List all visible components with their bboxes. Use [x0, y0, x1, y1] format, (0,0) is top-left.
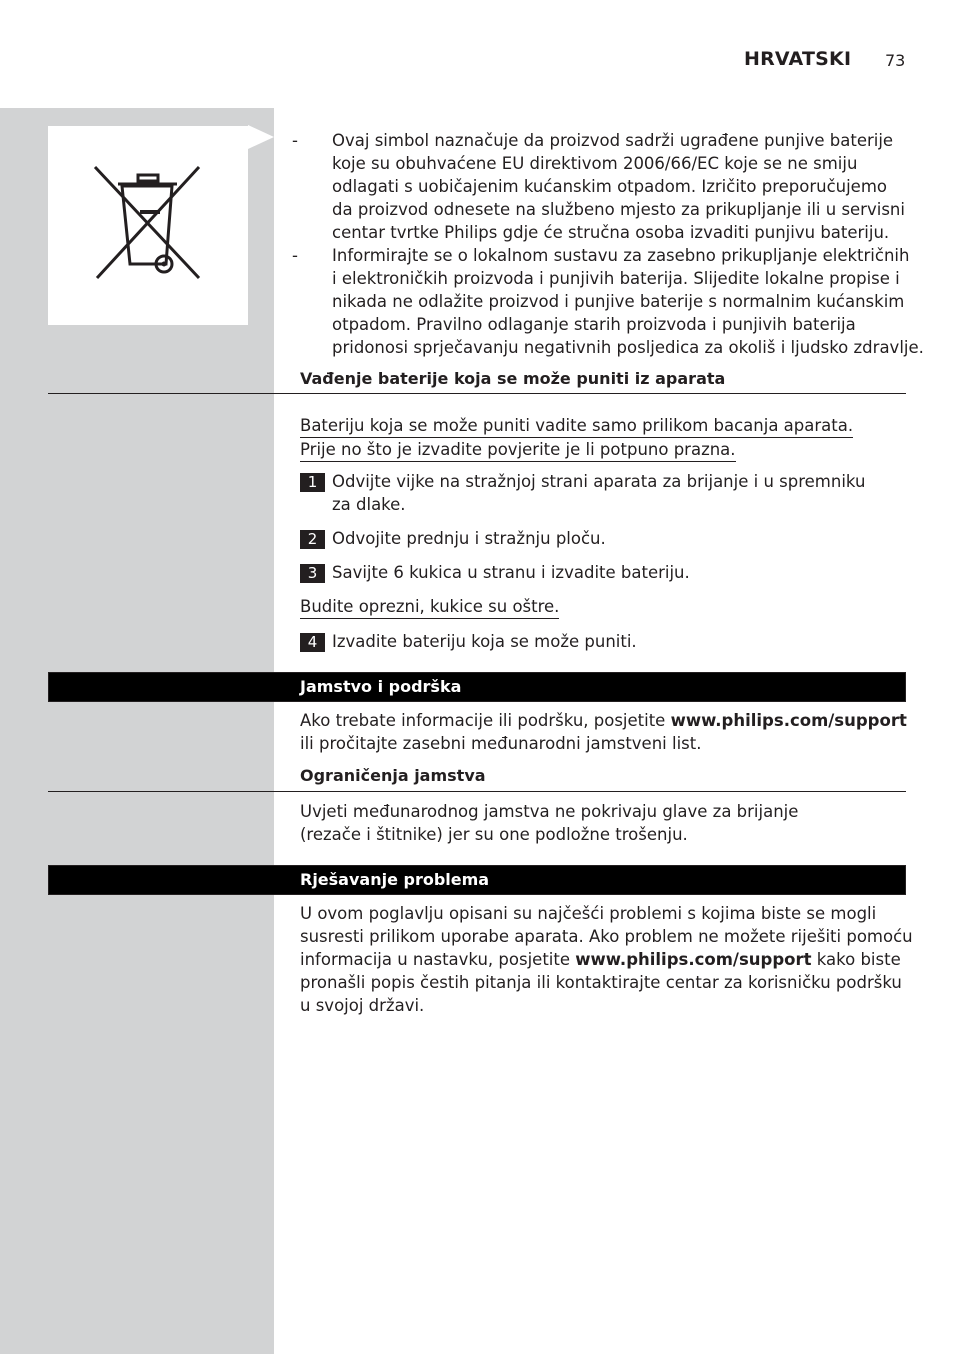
step-3-text: Savijte 6 kukica u stranu i izvadite bateriju.	[332, 563, 690, 582]
bullet-marker: -	[292, 246, 298, 265]
support-url-link[interactable]: www.philips.com/support	[670, 711, 907, 730]
warranty-section-bar	[48, 672, 906, 702]
step-number-badge: 4	[300, 633, 325, 652]
bullet-marker: -	[292, 131, 298, 150]
warranty-limits-heading: Ograničenja jamstva	[300, 766, 486, 785]
battery-warning	[300, 414, 853, 462]
step-4-text: Izvadite bateriju koja se može puniti.	[332, 632, 637, 651]
warranty-line-1	[300, 709, 907, 732]
step-number-badge: 1	[300, 473, 325, 492]
page-number: 73	[885, 51, 906, 70]
step-1-line-2: za dlake.	[332, 495, 406, 514]
section-rule	[48, 393, 906, 394]
step-number-badge: 2	[300, 530, 325, 549]
bullet-1-line-5: centar tvrtke Philips gdje će stručna osoba izvaditi punjivu bateriju.	[332, 223, 890, 242]
step-2-text: Odvojite prednju i stražnju ploču.	[332, 529, 606, 548]
crossed-out-bin-icon	[48, 126, 248, 325]
step-number-badge: 3	[300, 564, 325, 583]
warranty-heading: Jamstvo i podrška	[300, 677, 462, 696]
troubleshooting-text: informacija u nastavku, posjetite	[300, 950, 576, 969]
warranty-text: Ako trebate informacije ili podršku, posjetite	[300, 711, 671, 730]
bullet-2-line-1: Informirajte se o lokalnom sustavu za zasebno prikupljanje električnih	[332, 246, 910, 265]
bullet-1-line-1: Ovaj simbol naznačuje da proizvod sadrži ugrađene punjive baterije	[332, 131, 894, 150]
language-header: HRVATSKI	[744, 48, 852, 70]
bullet-2-line-2: i elektroničkih proizvoda i punjivih baterija. Slijedite lokalne propise i	[332, 269, 900, 288]
troubleshooting-line-3	[300, 948, 901, 971]
bullet-1-line-4: da proizvod odnesete na službeno mjesto za prikupljanje ili u servisni	[332, 200, 905, 219]
troubleshooting-text: kako biste	[811, 950, 901, 969]
bullet-2-line-5: pridonosi sprječavanju negativnih posljedica za okoliš i ljudsko zdravlje.	[332, 338, 924, 357]
troubleshooting-line-5: u svojoj državi.	[300, 996, 425, 1015]
support-url-link[interactable]: www.philips.com/support	[575, 950, 812, 969]
warranty-limits-line-2: (rezače i štitnike) jer su one podložne trošenju.	[300, 825, 688, 844]
battery-warning-line-2: Prije no što je izvadite povjerite je li potpuno prazna.	[300, 438, 736, 462]
warranty-limits-line-1: Uvjeti međunarodnog jamstva ne pokrivaju glave za brijanje	[300, 802, 799, 821]
troubleshooting-section-bar	[48, 865, 906, 895]
troubleshooting-line-1: U ovom poglavlju opisani su najčešći problemi s kojima biste se mogli	[300, 904, 877, 923]
warranty-line-2: ili pročitajte zasebni međunarodni jamstveni list.	[300, 734, 702, 753]
troubleshooting-line-4: pronašli popis čestih pitanja ili kontaktirajte centar za korisničku podršku	[300, 973, 902, 992]
bullet-2-line-3: nikada ne odlažite proizvod i punjive baterije s normalnim kućanskim	[332, 292, 905, 311]
troubleshooting-line-2: susresti prilikom uporabe aparata. Ako problem ne možete riješiti pomoću	[300, 927, 913, 946]
hooks-caution	[300, 595, 559, 619]
troubleshooting-heading: Rješavanje problema	[300, 870, 490, 889]
hooks-caution-text: Budite oprezni, kukice su oštre.	[300, 595, 559, 619]
image-callout-pointer	[248, 125, 274, 149]
bullet-2-line-4: otpadom. Pravilno odlaganje starih proizvoda i punjivih baterija	[332, 315, 856, 334]
bullet-1-line-2: koje su obuhvaćene EU direktivom 2006/66/EC koje se ne smiju	[332, 154, 858, 173]
battery-warning-line-1: Bateriju koja se može puniti vadite samo prilikom bacanja aparata.	[300, 414, 853, 438]
weee-symbol-image	[48, 126, 248, 325]
bullet-1-line-3: odlagati s uobičajenim kućanskim otpadom. Izričito preporučujemo	[332, 177, 888, 196]
step-1-line-1: Odvijte vijke na stražnjoj strani aparata za brijanje i u spremniku	[332, 472, 866, 491]
battery-removal-heading: Vađenje baterije koja se može puniti iz aparata	[300, 369, 726, 388]
section-rule	[48, 791, 906, 792]
